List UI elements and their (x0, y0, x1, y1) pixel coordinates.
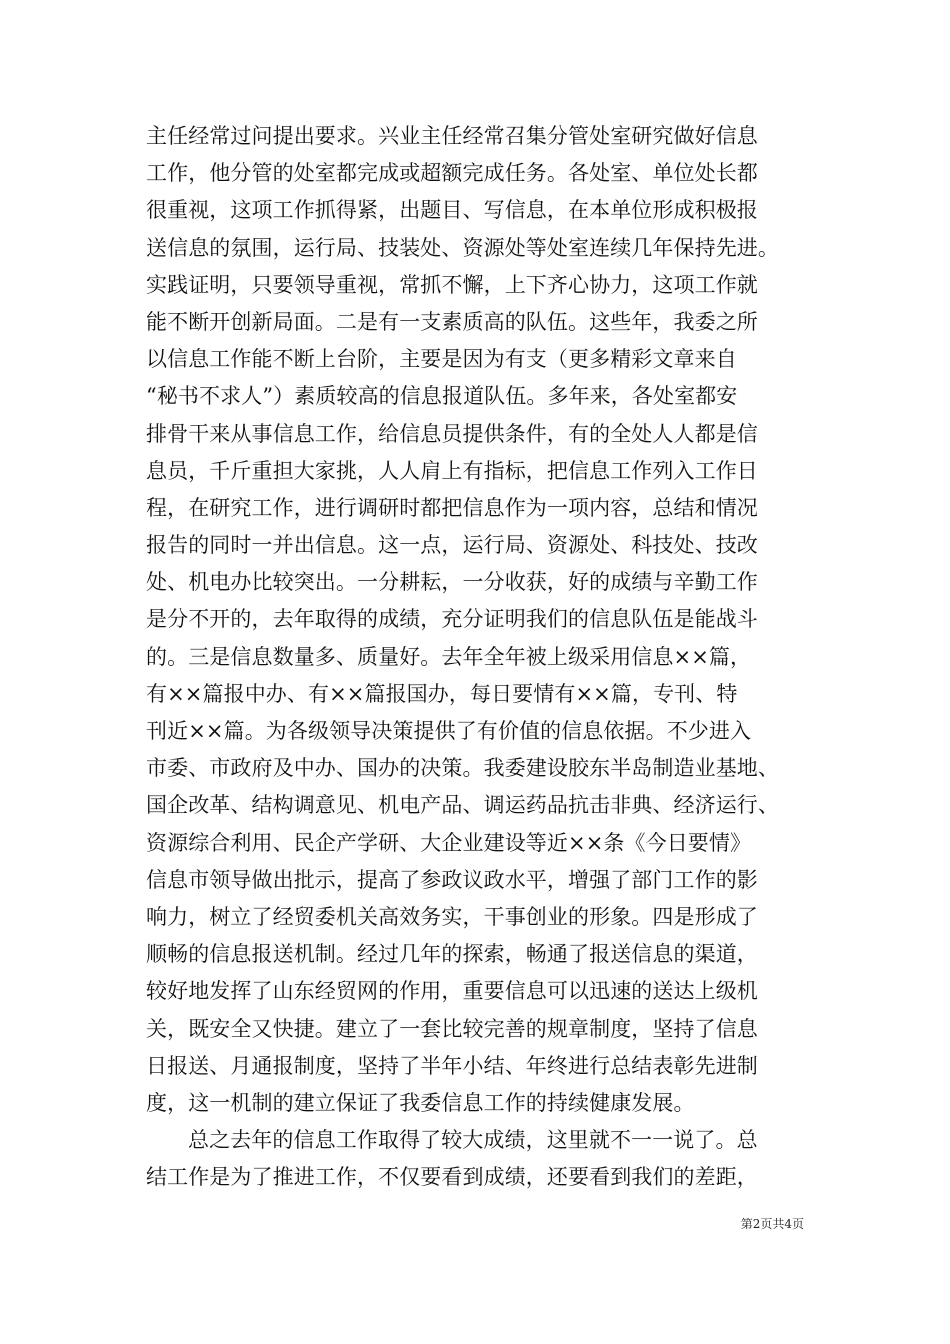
text-line: 资源综合利用、民企产学研、大企业建设等近××条《今日要情》 (146, 830, 752, 855)
text-line: 程，在研究工作，进行调研时都把信息作为一项内容，总结和情况 (146, 495, 758, 520)
text-line: 日报送、月通报制度，坚持了半年小结、年终进行总结表彰先进制 (146, 1053, 758, 1078)
text-line: 报告的同时一并出信息。这一点，运行局、资源处、科技处、技改 (146, 533, 758, 558)
text-line: 结工作是为了推进工作，不仅要看到成绩，还要看到我们的差距， (146, 1165, 758, 1190)
text-line: 顺畅的信息报送机制。经过几年的探索，畅通了报送信息的渠道， (146, 942, 758, 967)
text-line: 以信息工作能不断上台阶，主要是因为有支（更多精彩文章来自 (146, 347, 737, 372)
text-line: 国企改革、结构调意见、机电产品、调运药品抗击非典、经济运行、 (146, 793, 779, 818)
page-number: 第2页共4页 (740, 1217, 804, 1231)
body-text (146, 118, 811, 1196)
text-line: 工作，他分管的处室都完成或超额完成任务。各处室、单位处长都 (146, 161, 758, 186)
paragraph-start-line: 总之去年的信息工作取得了较大成绩，这里就不一一说了。总 (188, 1128, 758, 1153)
text-line: 很重视，这项工作抓得紧，出题目、写信息，在本单位形成积极报 (146, 198, 758, 223)
text-line: 刊近××篇。为各级领导决策提供了有价值的信息依据。不少进入 (146, 719, 752, 743)
text-line: 度，这一机制的建立保证了我委信息工作的持续健康发展。 (146, 1090, 695, 1115)
text-line: 市委、市政府及中办、国办的决策。我委建设胶东半岛制造业基地、 (146, 756, 779, 781)
text-line: 关，既安全又快捷。建立了一套比较完善的规章制度，坚持了信息 (146, 1016, 758, 1041)
text-line: 响力，树立了经贸委机关高效务实，干事创业的形象。四是形成了 (146, 904, 758, 929)
text-line: 息员，千斤重担大家挑，人人肩上有指标，把信息工作列入工作日 (146, 458, 758, 483)
text-line: 实践证明，只要领导重视，常抓不懈，上下齐心协力，这项工作就 (146, 272, 758, 297)
text-line: 能不断开创新局面。二是有一支素质高的队伍。这些年，我委之所 (146, 309, 758, 334)
text-line: 主任经常过问提出要求。兴业主任经常召集分管处室研究做好信息 (146, 124, 758, 148)
text-line: 有××篇报中办、有××篇报国办，每日要情有××篇，专刊、特 (146, 681, 738, 706)
text-line: 排骨干来从事信息工作，给信息员提供条件，有的全处人人都是信 (146, 421, 758, 446)
text-line: 的。三是信息数量多、质量好。去年全年被上级采用信息××篇， (146, 644, 752, 669)
text-line: 送信息的氛围，运行局、技装处、资源处等处室连续几年保持先进。 (146, 235, 779, 260)
text-line: “秘书不求人”）素质较高的信息报道队伍。多年来，各处室都安 (146, 384, 738, 409)
text-line: 是分不开的，去年取得的成绩，充分证明我们的信息队伍是能战斗 (146, 607, 758, 632)
text-line: 较好地发挥了山东经贸网的作用，重要信息可以迅速的送达上级机 (146, 979, 758, 1004)
text-line: 信息市领导做出批示，提高了参政议政水平，增强了部门工作的影 (146, 867, 758, 892)
text-line: 处、机电办比较突出。一分耕耘，一分收获，好的成绩与辛勤工作 (146, 570, 758, 595)
